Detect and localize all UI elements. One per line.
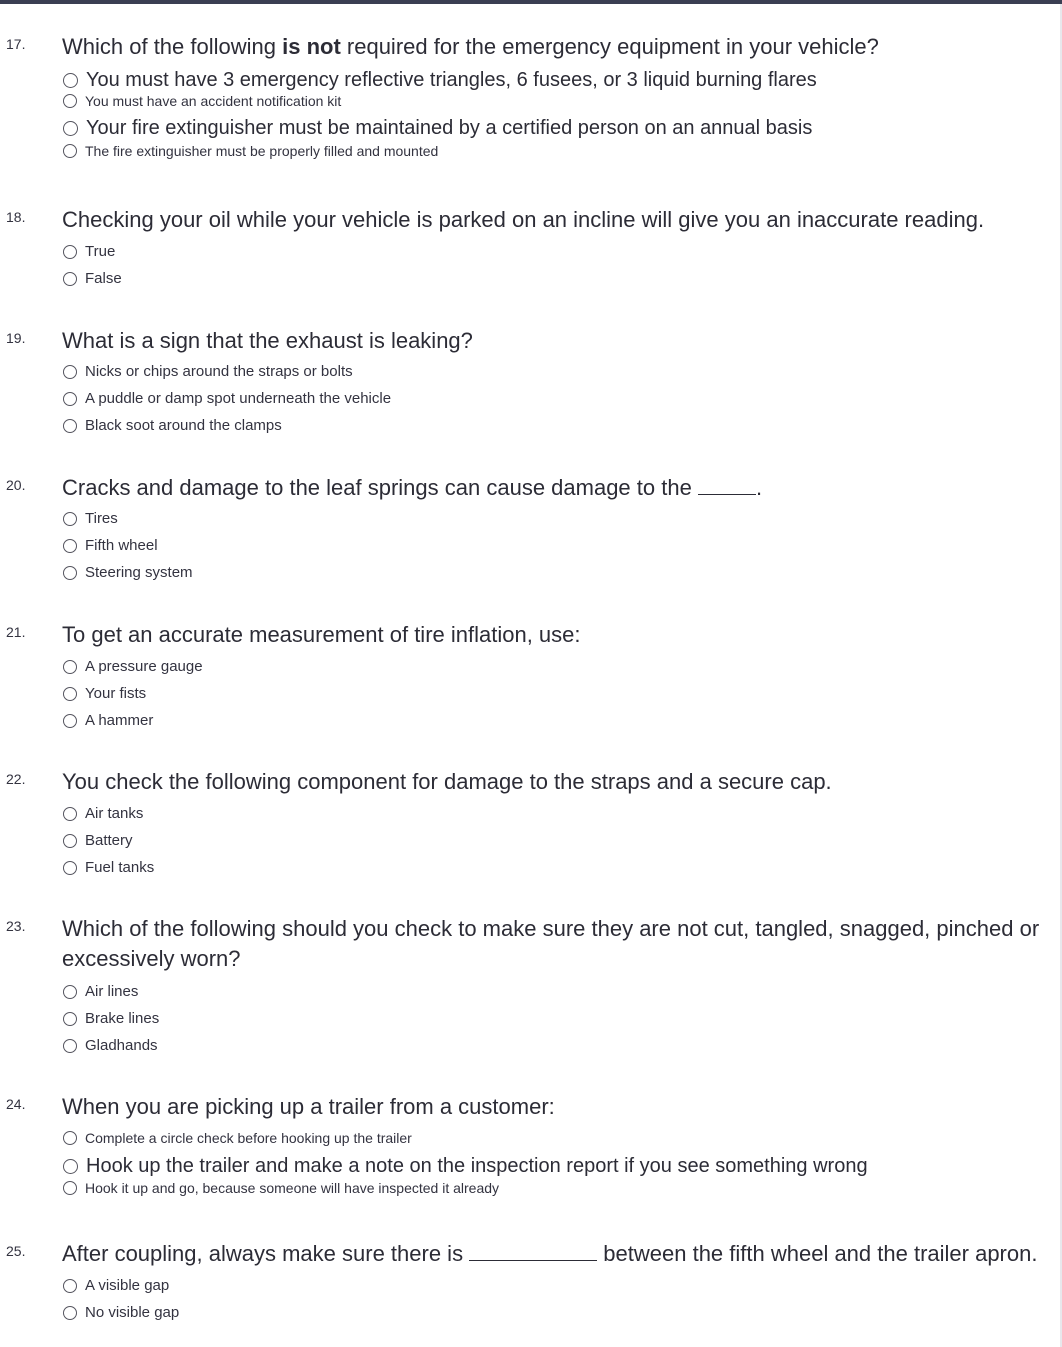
radio-icon[interactable] [63, 539, 77, 553]
radio-icon[interactable] [63, 245, 77, 259]
fill-in-blank [698, 476, 756, 495]
question-text: Checking your oil while your vehicle is parked on an incline will give you an inaccurate reading. [62, 207, 985, 232]
radio-icon[interactable] [63, 861, 77, 875]
radio-icon[interactable] [63, 714, 77, 728]
question-text: Which of the following should you check to make sure they are not cut, tangled, snagged, pinched or excessively worn? [62, 916, 1040, 971]
radio-icon[interactable] [63, 1306, 77, 1320]
question-number: 18. [6, 209, 26, 225]
answer-options [62, 238, 1062, 292]
radio-icon[interactable] [63, 73, 78, 88]
answer-options [62, 653, 1062, 734]
answer-option[interactable]: Hook it up and go, because someone will have inspected it already [62, 1177, 1062, 1199]
answer-option[interactable]: Tires [62, 505, 1062, 532]
question-text: After coupling, always make sure there is between the fifth wheel and the trailer apron. [62, 1241, 1038, 1266]
answer-option[interactable]: Brake lines [62, 1005, 1062, 1032]
radio-icon[interactable] [63, 687, 77, 701]
question-text: You check the following component for damage to the straps and a secure cap. [62, 769, 832, 794]
radio-icon[interactable] [63, 660, 77, 674]
radio-icon[interactable] [63, 1012, 77, 1026]
answer-option[interactable]: True [62, 238, 1062, 265]
answer-option[interactable]: Air tanks [62, 800, 1062, 827]
question-number: 21. [6, 624, 26, 640]
question-text: When you are picking up a trailer from a customer: [62, 1094, 555, 1119]
answer-option[interactable]: Your fists [62, 680, 1062, 707]
radio-icon[interactable] [63, 272, 77, 286]
answer-options [62, 1125, 1062, 1199]
answer-option[interactable]: Steering system [62, 559, 1062, 586]
radio-icon[interactable] [63, 392, 77, 406]
answer-option[interactable]: Hook up the trailer and make a note on the inspection report if you see something wrong [62, 1151, 1062, 1181]
radio-icon[interactable] [63, 512, 77, 526]
answer-option[interactable]: Battery [62, 827, 1062, 854]
answer-options [62, 1272, 1062, 1326]
radio-icon[interactable] [63, 1039, 77, 1053]
answer-option[interactable]: False [62, 265, 1062, 292]
question-emphasis: is not [282, 34, 341, 59]
answer-option[interactable]: A puddle or damp spot underneath the vehicle [62, 385, 1062, 412]
question-number: 22. [6, 771, 26, 787]
answer-option[interactable]: A visible gap [62, 1272, 1062, 1299]
question-number: 20. [6, 477, 26, 493]
answer-option[interactable]: Fuel tanks [62, 854, 1062, 881]
answer-option[interactable]: The fire extinguisher must be properly filled and mounted [62, 139, 1062, 163]
radio-icon[interactable] [63, 1131, 77, 1145]
radio-icon[interactable] [63, 1159, 78, 1174]
answer-option[interactable]: You must have 3 emergency reflective triangles, 6 fusees, or 3 liquid burning flares [62, 67, 1062, 93]
radio-icon[interactable] [63, 985, 77, 999]
answer-option[interactable]: Air lines [62, 978, 1062, 1005]
answer-options [62, 358, 1062, 439]
answer-option[interactable]: You must have an accident notification kit [62, 89, 1062, 113]
answer-option[interactable]: A hammer [62, 707, 1062, 734]
fill-in-blank [469, 1242, 597, 1261]
question-number: 17. [6, 36, 26, 52]
question-number: 24. [6, 1096, 26, 1112]
answer-option[interactable]: Black soot around the clamps [62, 412, 1062, 439]
question-text: Which of the following is not required for the emergency equipment in your vehicle? [62, 34, 879, 59]
answer-options [62, 67, 1062, 163]
radio-icon[interactable] [63, 365, 77, 379]
top-border [0, 0, 1062, 4]
answer-option[interactable]: A pressure gauge [62, 653, 1062, 680]
radio-icon[interactable] [63, 94, 77, 108]
radio-icon[interactable] [63, 834, 77, 848]
question-number: 23. [6, 918, 26, 934]
radio-icon[interactable] [63, 1279, 77, 1293]
radio-icon[interactable] [63, 1181, 77, 1195]
answer-option[interactable]: Nicks or chips around the straps or bolts [62, 358, 1062, 385]
radio-icon[interactable] [63, 807, 77, 821]
answer-option[interactable]: Your fire extinguisher must be maintained by a certified person on an annual basis [62, 113, 1062, 143]
radio-icon[interactable] [63, 144, 77, 158]
radio-icon[interactable] [63, 419, 77, 433]
answer-options [62, 800, 1062, 881]
answer-option[interactable]: Complete a circle check before hooking up the trailer [62, 1125, 1062, 1151]
question-text: Cracks and damage to the leaf springs can cause damage to the . [62, 475, 763, 500]
question-number: 19. [6, 330, 26, 346]
answer-option[interactable]: Fifth wheel [62, 532, 1062, 559]
answer-options [62, 505, 1062, 586]
question-text: To get an accurate measurement of tire inflation, use: [62, 622, 581, 647]
radio-icon[interactable] [63, 121, 78, 136]
answer-option[interactable]: Gladhands [62, 1032, 1062, 1059]
question-number: 25. [6, 1243, 26, 1259]
answer-options [62, 978, 1062, 1059]
radio-icon[interactable] [63, 566, 77, 580]
answer-option[interactable]: No visible gap [62, 1299, 1062, 1326]
question-text: What is a sign that the exhaust is leaking? [62, 328, 473, 353]
